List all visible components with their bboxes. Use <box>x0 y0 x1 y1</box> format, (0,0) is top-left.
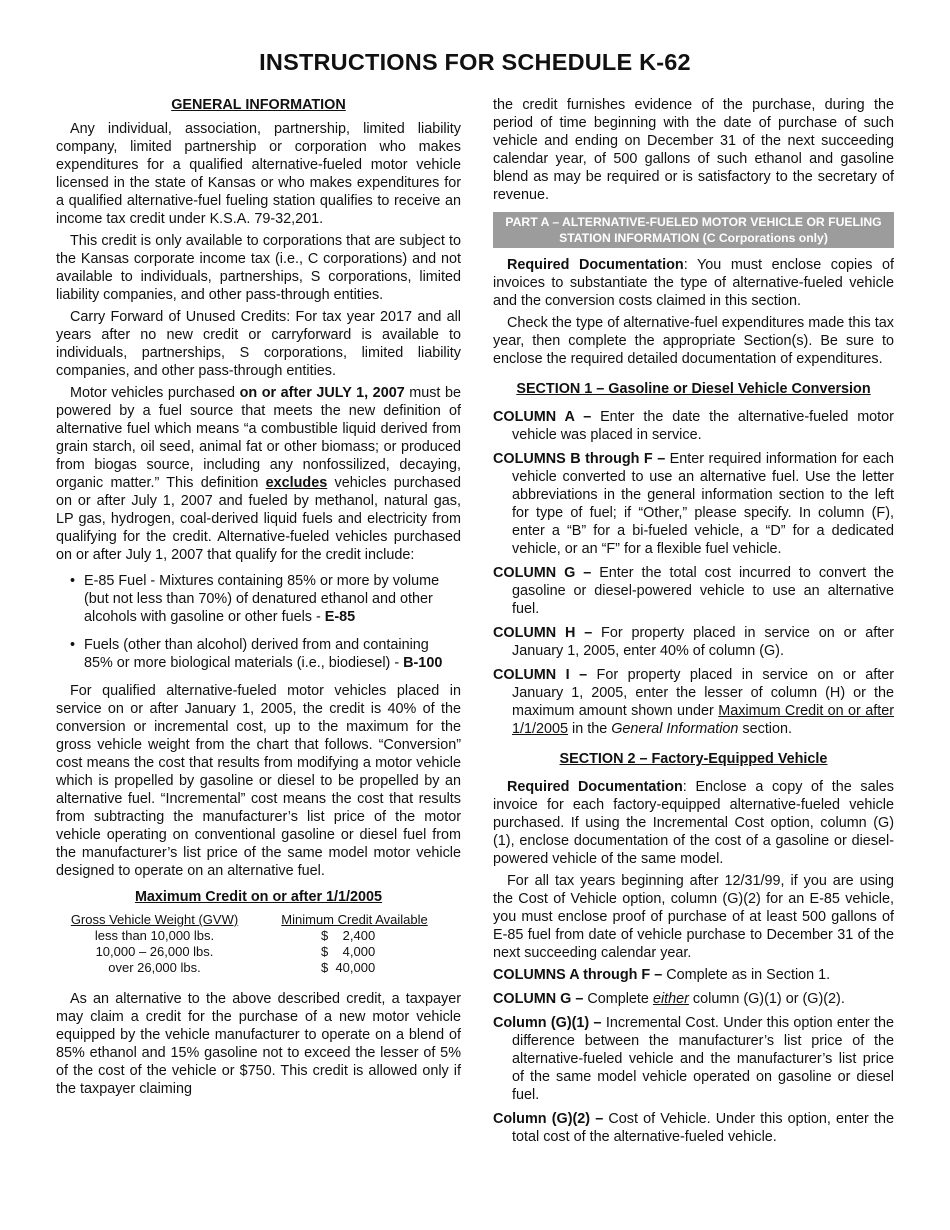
column-header-gvw: Gross Vehicle Weight (GVW) <box>70 912 239 927</box>
column-a-instruction <box>493 408 894 444</box>
bullet-text: E-85 Fuel - Mixtures containing 85% or more by volume (but not less than 70%) of denatured ethanol and other alcohols with gasoline or other fuels - <box>84 573 440 625</box>
general-information-reference: General Information <box>611 721 739 737</box>
column-text: For property placed in service on or after January 1, 2005, enter 40% of column (G). <box>512 625 894 659</box>
column-label: COLUMN I – <box>493 667 588 683</box>
table-cell-gvw: 10,000 – 26,000 lbs. <box>95 944 214 959</box>
section-2-required-documentation <box>493 778 894 868</box>
table-cell-gvw: over 26,000 lbs. <box>108 960 201 975</box>
column-label: COLUMNS A through F – <box>493 967 663 983</box>
columns-b-f-instruction <box>493 450 894 558</box>
column-header-credit: Minimum Credit Available <box>281 912 428 927</box>
general-paragraph-6: As an alternative to the above described credit, a taxpayer may claim a credit for the purchase of a new motor vehicle equipped by the vehicle manufacturer to operate on a blend of 85% ethanol and 15% gasoline not to exceed the lesser of 5% of the cost of the vehicle or $750. This credit is allowed only if the taxpayer claiming <box>56 991 461 1097</box>
section-1-title: SECTION 1 – Gasoline or Diesel Vehicle Conversion <box>516 381 871 397</box>
required-documentation-text: : Enclose a copy of the sales invoice for each factory-equipped alternative-fueled vehicle purchased. If using the Incremental Cost option, column (G)(1), enclose documentation of the cost of a gasoline or diesel-powered vehicle of the same model. <box>493 779 894 867</box>
bullet-icon: • <box>70 637 76 653</box>
column-label: COLUMN G – <box>493 565 592 581</box>
column-text: in the <box>568 721 612 737</box>
list-item <box>56 572 461 626</box>
fuel-code: E-85 <box>324 609 356 625</box>
bullet-icon: • <box>70 573 76 589</box>
p4-text-c: must be powered by a fuel source that meets the new definition of alternative fuel which means “a combustible liquid derived from grain starch, oil seed, animal fat or other biomass; or produced from biogas source, including any nonfossilized, decaying, organic matter.” This definition <box>56 385 461 491</box>
required-documentation-label: Required Documentation <box>507 257 684 273</box>
required-documentation-label: Required Documentation <box>507 779 683 795</box>
general-paragraph-3: Carry Forward of Unused Credits: For tax year 2017 and all years after no new credit or carryforward is available to individuals, partnerships, S corporations, limited liability companies, and other pass-through entities. <box>56 309 461 379</box>
column-text: Enter the date the alternative-fueled motor vehicle was placed in service. <box>512 409 894 443</box>
table-header-row <box>62 912 462 928</box>
column-g1-instruction <box>493 1014 894 1104</box>
column-label: Column (G)(2) – <box>493 1111 604 1127</box>
part-a-header-line-1: PART A – ALTERNATIVE-FUELED MOTOR VEHICLE OR FUELING <box>505 215 882 229</box>
part-a-check-instructions: Check the type of alternative-fuel expenditures made this tax year, then complete the appropriate Section(s). Be sure to enclose the required detailed documentation of expenditures. <box>493 315 894 367</box>
page-title: INSTRUCTIONS FOR SCHEDULE K-62 <box>259 49 691 75</box>
column-text: section. <box>738 721 793 737</box>
right-column <box>493 96 894 1152</box>
maximum-credit-table <box>62 912 462 976</box>
column-i-instruction <box>493 666 894 738</box>
column-text: column (G)(1) or (G)(2). <box>688 991 845 1007</box>
column-text: Cost of Vehicle. Under this option, enter the total cost of the alternative-fueled vehicle. <box>512 1111 894 1145</box>
column-text: Enter required information for each vehicle converted to use an alternative fuel. Use the letter abbreviations in the general information section to the left for type of fuel; if “Other,” please specify. In column (F), enter a “B” for a bi-fueled vehicle, a “D” for a dedicated vehicle, or an “F” for a flexible fuel vehicle. <box>512 451 894 557</box>
column-text: Enter the total cost incurred to convert the gasoline or diesel-powered vehicle to use an alternative fuel. <box>512 565 895 617</box>
column-text: For property placed in service on or after January 1, 2005, enter the lesser of column (H) or the maximum amount shown under <box>512 667 894 719</box>
column-label: COLUMNS B through F – <box>493 451 666 467</box>
left-column <box>56 96 461 1102</box>
columns-a-f-instruction <box>493 966 894 984</box>
p4-text-a: Motor vehicles purchased <box>70 385 240 401</box>
section-2-title: SECTION 2 – Factory-Equipped Vehicle <box>559 751 828 767</box>
general-paragraph-5: For qualified alternative-fueled motor vehicles placed in service on or after January 1, 2005, the credit is 40% of the conversion or incremental cost, up to the maximum for the gross vehicle weight from the chart that follows. “Conversion” cost means the cost that results from modifying a motor vehicle which is propelled by gasoline or diesel to be propelled by an alternative fuel. “Incremental” cost means the cost that results from subtracting the manufacturer’s list price of the motor vehicle operating on conventional gasoline or diesel fuel from the manufacturer’s list price of the same model motor vehicle designed to operate on an alternative fuel. <box>56 683 461 879</box>
column-label: Column (G)(1) – <box>493 1015 602 1031</box>
maximum-credit-title: Maximum Credit on or after 1/1/2005 <box>134 889 383 905</box>
general-paragraph-6-continued: the credit furnishes evidence of the purchase, during the period of time beginning with the date of purchase of such vehicle and ending on December 31 of the next succeeding calendar year, of 500 gallons of such ethanol and gasoline blend as may be required or is satisfactory to the secretary of revenue. <box>493 97 894 203</box>
maximum-credit-reference: Maximum Credit on or after 1/1/2005 <box>512 703 894 737</box>
table-cell-gvw: less than 10,000 lbs. <box>94 928 215 943</box>
part-a-header-line-2: STATION INFORMATION (C Corporations only) <box>559 231 828 245</box>
table-row <box>62 928 462 944</box>
p4-text-e: vehicles purchased on or after July 1, 2007 and fueled by methanol, natural gas, LP gas, hydrogen, coal-derived liquid fuels and electricity from qualifying for the credit. Alternative-fueled vehicles purchased on or after July 1, 2007 that qualify for the credit include: <box>56 475 461 563</box>
general-paragraph-1: Any individual, association, partnership, limited liability company, limited partnership or corporation who makes expenditures for a qualified alternative-fueled motor vehicle licensed in the state of Kansas or who makes expenditures for a qualified alternative-fuel fueling station qualifies to receive an income tax credit under K.S.A. 79-32,201. <box>56 121 461 227</box>
general-information-heading: GENERAL INFORMATION <box>171 97 346 113</box>
p4-excludes-emphasis: excludes <box>265 475 328 491</box>
column-text: Complete <box>583 991 653 1007</box>
bullet-text: Fuels (other than alcohol) derived from and containing 85% or more biological materials (i.e., biodiesel) - <box>84 637 429 671</box>
fuel-list <box>56 572 461 672</box>
either-emphasis: either <box>652 991 689 1007</box>
column-g2-instruction <box>493 1110 894 1146</box>
table-cell-amount: $ 40,000 <box>321 960 376 975</box>
part-a-header <box>493 212 894 248</box>
p4-date-emphasis: on or after JULY 1, 2007 <box>239 385 405 401</box>
general-paragraph-4 <box>56 384 461 564</box>
column-label: COLUMN G – <box>493 991 584 1007</box>
fuel-code: B-100 <box>403 655 443 671</box>
column-h-instruction <box>493 624 894 660</box>
part-a-required-documentation <box>493 256 894 310</box>
column-text: Complete as in Section 1. <box>662 967 831 983</box>
column-label: COLUMN H – <box>493 625 593 641</box>
column-g-instruction-2 <box>493 990 894 1008</box>
column-text: Incremental Cost. Under this option enter the difference between the manufacturer’s list price of the alternative-fueled vehicle and the manufacturer’s list price of the same model vehicle operated on gasoline or diesel fuel. <box>512 1015 894 1103</box>
required-documentation-text: : You must enclose copies of invoices to substantiate the type of alternative-fueled vehicle and the conversion costs claimed in this section. <box>493 257 894 309</box>
column-g-instruction <box>493 564 894 618</box>
table-row <box>62 944 462 960</box>
list-item <box>56 636 461 672</box>
section-2-paragraph-2: For all tax years beginning after 12/31/99, if you are using the Cost of Vehicle option, column (G)(2) for an E-85 vehicle, you must enclose proof of purchase of at least 500 gallons of E-85 fuel from date of vehicle purchase to December 31 of the next succeeding calendar year. <box>493 873 894 961</box>
table-cell-amount: $ 4,000 <box>321 944 376 959</box>
table-cell-amount: $ 2,400 <box>321 928 376 943</box>
column-label: COLUMN A – <box>493 409 592 425</box>
general-paragraph-2: This credit is only available to corporations that are subject to the Kansas corporate income tax (i.e., C corporations) and not available to individuals, partnerships, S corporations, limited liability companies, and other pass-through entities. <box>56 233 461 303</box>
table-row <box>62 960 462 976</box>
